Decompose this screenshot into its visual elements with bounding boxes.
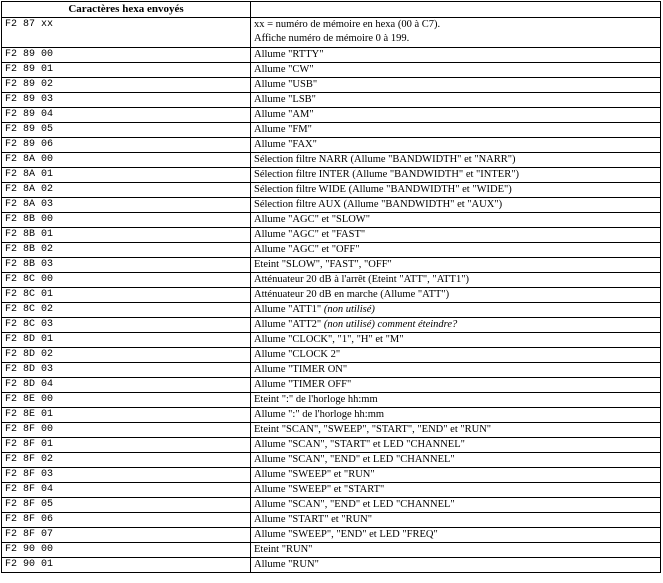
table-row xyxy=(2,348,661,363)
description-note: (non utilisé) comment éteindre? xyxy=(323,319,458,330)
description-text: Allume "AGC" et "SLOW" xyxy=(254,214,371,225)
table-row xyxy=(2,228,661,243)
description-cell xyxy=(251,543,661,558)
description-text: Sélection filtre NARR (Allume "BANDWIDTH" et "NARR") xyxy=(254,154,516,165)
description-cell xyxy=(251,303,661,318)
table-row xyxy=(2,468,661,483)
description-text: Atténuateur 20 dB à l'arrêt (Eteint "ATT", "ATT1") xyxy=(254,274,469,285)
table-row xyxy=(2,273,661,288)
table-row xyxy=(2,108,661,123)
description-cell xyxy=(251,243,661,258)
description-text: Eteint "SLOW", "FAST", "OFF" xyxy=(254,259,392,270)
hex-code-cell: F2 87 xx xyxy=(2,18,251,48)
description-cell xyxy=(251,93,661,108)
description-cell xyxy=(251,273,661,288)
hex-code-cell: F2 8F 07 xyxy=(2,528,251,543)
description-cell xyxy=(251,468,661,483)
description-cell xyxy=(251,378,661,393)
description-text: Allume "TIMER ON" xyxy=(254,364,348,375)
hex-code-cell: F2 89 00 xyxy=(2,48,251,63)
table-row xyxy=(2,93,661,108)
description-text: Allume "FAX" xyxy=(254,139,317,150)
description-cell xyxy=(251,228,661,243)
hex-code-cell: F2 89 04 xyxy=(2,108,251,123)
table-row xyxy=(2,288,661,303)
hex-code-cell: F2 89 01 xyxy=(2,63,251,78)
hex-code-cell: F2 8C 02 xyxy=(2,303,251,318)
table-row xyxy=(2,78,661,93)
description-cell xyxy=(251,513,661,528)
hex-code-cell: F2 8F 05 xyxy=(2,498,251,513)
hex-code-cell: F2 89 06 xyxy=(2,138,251,153)
table-row xyxy=(2,423,661,438)
table-row xyxy=(2,168,661,183)
hex-code-cell: F2 8D 03 xyxy=(2,363,251,378)
description-cell xyxy=(251,78,661,93)
hex-code-cell: F2 8C 00 xyxy=(2,273,251,288)
hex-code-cell: F2 8E 01 xyxy=(2,408,251,423)
description-cell xyxy=(251,168,661,183)
hex-code-cell: F2 8B 02 xyxy=(2,243,251,258)
table-row xyxy=(2,363,661,378)
description-text: Allume "START" et "RUN" xyxy=(254,514,373,525)
description-text: Allume "RTTY" xyxy=(254,49,324,60)
description-cell xyxy=(251,213,661,228)
table-row xyxy=(2,543,661,558)
hex-code-cell: F2 8A 03 xyxy=(2,198,251,213)
hex-code-cell: F2 8B 01 xyxy=(2,228,251,243)
description-text: Allume "AM" xyxy=(254,109,314,120)
table-row xyxy=(2,198,661,213)
table-row xyxy=(2,378,661,393)
description-line: xx = numéro de mémoire en hexa (00 à C7). xyxy=(254,19,441,30)
description-text: Allume "SWEEP" et "START" xyxy=(254,484,385,495)
description-cell xyxy=(251,48,661,63)
description-text: Sélection filtre INTER (Allume "BANDWIDTH" et "INTER") xyxy=(254,169,519,180)
description-text: Allume "ATT2" xyxy=(254,319,324,330)
description-text: Allume "SCAN", "END" et LED "CHANNEL" xyxy=(254,499,455,510)
description-cell xyxy=(251,333,661,348)
description-cell xyxy=(251,498,661,513)
table-row xyxy=(2,258,661,273)
table-row xyxy=(2,393,661,408)
description-line: Affiche numéro de mémoire 0 à 199. xyxy=(254,33,410,44)
hex-code-cell: F2 8A 01 xyxy=(2,168,251,183)
hex-code-cell: F2 8A 02 xyxy=(2,183,251,198)
table-row xyxy=(2,453,661,468)
table-row xyxy=(2,483,661,498)
header-hex-codes: Caractères hexa envoyés xyxy=(2,2,251,18)
hex-code-cell: F2 90 00 xyxy=(2,543,251,558)
description-cell xyxy=(251,123,661,138)
description-text: Allume "ATT1" xyxy=(254,304,324,315)
table-row xyxy=(2,123,661,138)
description-text: Sélection filtre WIDE (Allume "BANDWIDTH" et "WIDE") xyxy=(254,184,512,195)
hex-code-cell: F2 8F 06 xyxy=(2,513,251,528)
description-text: Allume "LSB" xyxy=(254,94,316,105)
table-row xyxy=(2,438,661,453)
header-row xyxy=(2,2,661,18)
command-table xyxy=(1,1,661,573)
hex-code-cell: F2 8F 01 xyxy=(2,438,251,453)
description-text: Allume "SCAN", "END" et LED "CHANNEL" xyxy=(254,454,455,465)
hex-code-cell: F2 8D 01 xyxy=(2,333,251,348)
description-text: Allume "USB" xyxy=(254,79,318,90)
description-cell xyxy=(251,438,661,453)
description-text: Allume "SWEEP", "END" et LED "FREQ" xyxy=(254,529,438,540)
description-cell xyxy=(251,528,661,543)
hex-code-cell: F2 8B 00 xyxy=(2,213,251,228)
description-text: Allume "CLOCK", "1", "H" et "M" xyxy=(254,334,404,345)
description-text: Atténuateur 20 dB en marche (Allume "ATT") xyxy=(254,289,450,300)
hex-code-cell: F2 8C 01 xyxy=(2,288,251,303)
description-text: Allume "TIMER OFF" xyxy=(254,379,352,390)
table-row xyxy=(2,513,661,528)
hex-code-cell: F2 8D 04 xyxy=(2,378,251,393)
description-cell xyxy=(251,108,661,123)
description-cell xyxy=(251,318,661,333)
table-row xyxy=(2,183,661,198)
description-cell xyxy=(251,153,661,168)
hex-code-cell: F2 89 05 xyxy=(2,123,251,138)
description-text: Allume "CW" xyxy=(254,64,314,75)
description-text: Allume "CLOCK 2" xyxy=(254,349,341,360)
description-cell xyxy=(251,18,661,48)
table-row xyxy=(2,558,661,573)
table-row xyxy=(2,153,661,168)
table-row xyxy=(2,18,661,48)
description-text: Eteint "SCAN", "SWEEP", "START", "END" et "RUN" xyxy=(254,424,492,435)
hex-code-cell: F2 8D 02 xyxy=(2,348,251,363)
description-cell xyxy=(251,558,661,573)
table-row xyxy=(2,243,661,258)
table-row xyxy=(2,48,661,63)
hex-code-cell: F2 8C 03 xyxy=(2,318,251,333)
hex-code-cell: F2 89 02 xyxy=(2,78,251,93)
hex-code-cell: F2 8F 03 xyxy=(2,468,251,483)
hex-code-cell: F2 8A 00 xyxy=(2,153,251,168)
hex-code-cell: F2 8F 04 xyxy=(2,483,251,498)
description-cell xyxy=(251,423,661,438)
description-note: (non utilisé) xyxy=(323,304,375,315)
description-cell xyxy=(251,288,661,303)
hex-code-cell: F2 8F 02 xyxy=(2,453,251,468)
description-text: Allume ":" de l'horloge hh:mm xyxy=(254,409,385,420)
hex-code-cell: F2 8B 03 xyxy=(2,258,251,273)
description-text: Allume "FM" xyxy=(254,124,312,135)
description-cell xyxy=(251,408,661,423)
description-cell xyxy=(251,258,661,273)
description-text: Allume "SWEEP" et "RUN" xyxy=(254,469,375,480)
table-row xyxy=(2,63,661,78)
hex-code-cell: F2 89 03 xyxy=(2,93,251,108)
description-text: Allume "AGC" et "OFF" xyxy=(254,244,360,255)
description-cell xyxy=(251,453,661,468)
description-text: Allume "SCAN", "START" et LED "CHANNEL" xyxy=(254,439,465,450)
description-text: Eteint "RUN" xyxy=(254,544,313,555)
description-text: Sélection filtre AUX (Allume "BANDWIDTH" et "AUX") xyxy=(254,199,503,210)
hex-code-cell: F2 8F 00 xyxy=(2,423,251,438)
description-text: Allume "AGC" et "FAST" xyxy=(254,229,366,240)
description-cell xyxy=(251,483,661,498)
table-row xyxy=(2,498,661,513)
hex-code-cell: F2 90 01 xyxy=(2,558,251,573)
table-row xyxy=(2,138,661,153)
description-text: Eteint ":" de l'horloge hh:mm xyxy=(254,394,378,405)
table-row xyxy=(2,528,661,543)
description-cell xyxy=(251,393,661,408)
header-description xyxy=(251,2,661,18)
hex-code-cell: F2 8E 00 xyxy=(2,393,251,408)
description-cell xyxy=(251,138,661,153)
description-cell xyxy=(251,348,661,363)
description-cell xyxy=(251,198,661,213)
description-text: Allume "RUN" xyxy=(254,559,319,570)
table-row xyxy=(2,408,661,423)
table-row xyxy=(2,303,661,318)
table-row xyxy=(2,333,661,348)
table-row xyxy=(2,213,661,228)
description-cell xyxy=(251,63,661,78)
description-cell xyxy=(251,363,661,378)
table-row xyxy=(2,318,661,333)
description-cell xyxy=(251,183,661,198)
